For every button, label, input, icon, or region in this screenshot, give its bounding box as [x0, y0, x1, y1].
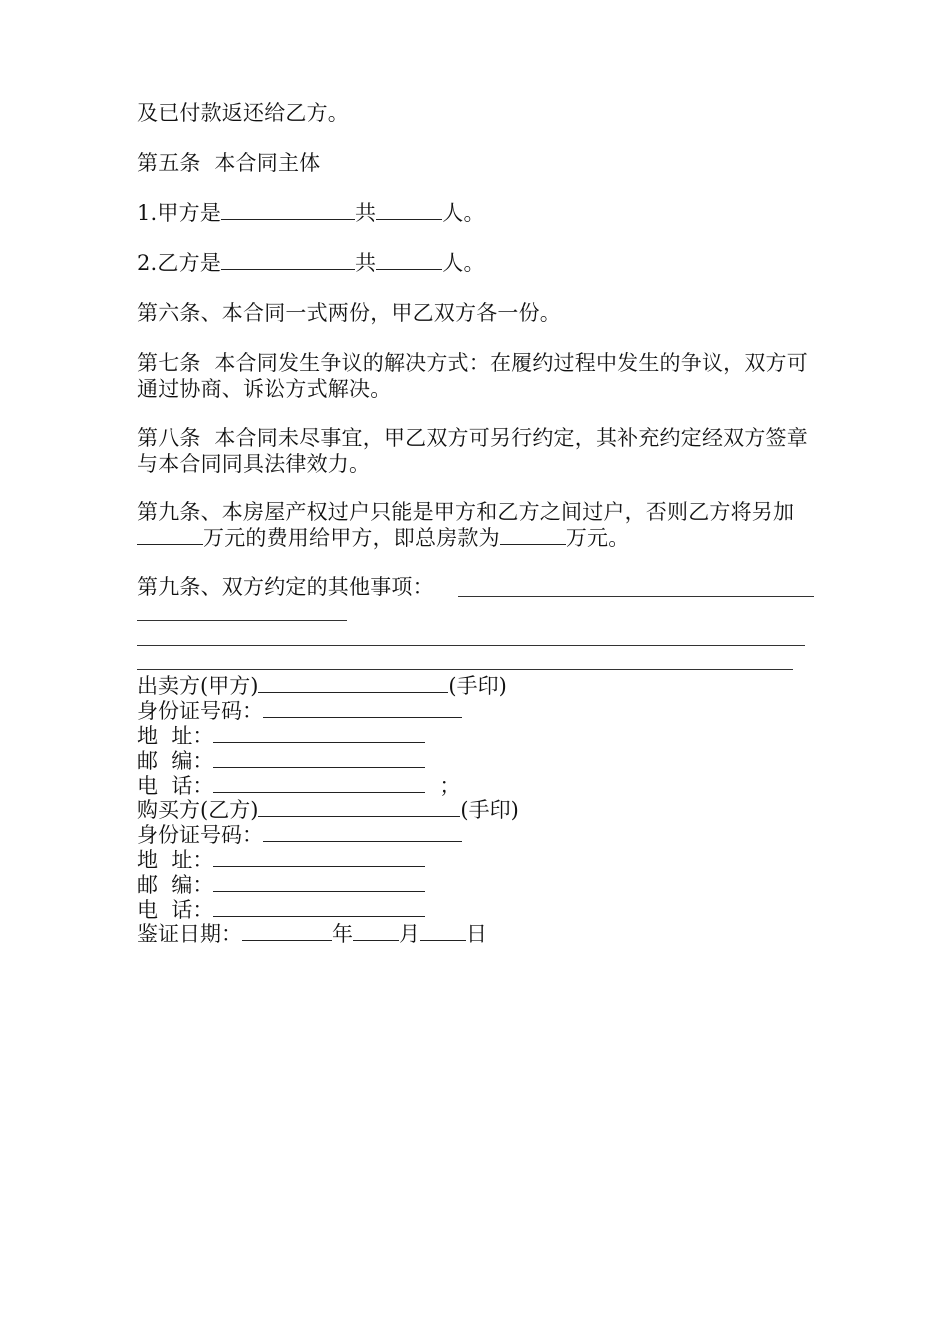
buyer-phone-label: 电 话：: [137, 898, 214, 922]
seller-phone-row: [137, 774, 460, 799]
month-label: 月: [399, 922, 420, 946]
article-9-text-a: 第九条、本房屋产权过户只能是甲方和乙方之间过户，否则乙方将另加: [137, 500, 795, 524]
party-b-unit: 人。: [442, 251, 485, 275]
buyer-stamp: (手印): [460, 798, 519, 822]
buyer-id-blank: [263, 824, 462, 842]
seller-id-row: [137, 699, 462, 724]
party-b-line: [137, 250, 817, 276]
party-b-count-blank: [376, 251, 442, 270]
buyer-id-label: 身份证号码：: [137, 823, 263, 847]
seller-address-row: [137, 724, 425, 749]
seller-phone-label: 电 话：: [137, 774, 214, 798]
article-8: 第八条 本合同未尽事宜，甲乙双方可另行约定，其补充约定经双方签章与本合同同具法律效力。: [137, 426, 808, 476]
day-blank: [420, 923, 466, 941]
seller-row: [137, 674, 507, 699]
other-matters-label: 第九条、双方约定的其他事项：: [137, 575, 434, 599]
buyer-row: [137, 798, 519, 823]
buyer-address-blank: [213, 849, 425, 867]
party-b-name-blank: [221, 251, 355, 270]
paragraph-refund: 及已付款返还给乙方。: [137, 101, 349, 125]
buyer-zip-row: [137, 873, 425, 898]
buyer-name-blank: [258, 799, 460, 817]
article-9-transfer: [137, 499, 817, 551]
day-label: 日: [466, 922, 487, 946]
party-a-line: [137, 200, 817, 226]
year-blank: [242, 923, 332, 941]
seller-id-blank: [263, 700, 462, 718]
article-6: 第六条、本合同一式两份，甲乙双方各一份。: [137, 301, 561, 325]
buyer-id-row: [137, 823, 462, 848]
seller-label: 出卖方(甲方): [137, 674, 259, 698]
seller-zip-row: [137, 749, 425, 774]
party-b-count-label: 共: [355, 251, 377, 275]
year-label: 年: [332, 922, 353, 946]
party-b-label: 2.乙方是: [137, 251, 222, 275]
party-a-name-blank: [221, 201, 355, 220]
party-a-unit: 人。: [442, 201, 485, 225]
party-a-label: 1.甲方是: [137, 201, 222, 225]
party-a-count-label: 共: [355, 201, 377, 225]
seller-address-blank: [213, 725, 425, 743]
buyer-label: 购买方(乙方): [137, 798, 259, 822]
seller-zip-label: 邮 编：: [137, 749, 214, 773]
buyer-phone-row: [137, 898, 425, 923]
buyer-address-label: 地 址：: [137, 848, 214, 872]
buyer-zip-label: 邮 编：: [137, 873, 214, 897]
article-9-text-b: 万元的费用给甲方，即总房款为: [203, 526, 500, 550]
seller-zip-blank: [213, 750, 425, 768]
seller-phone-suffix: ；: [439, 774, 461, 798]
article-5-heading: 第五条 本合同主体: [137, 151, 321, 175]
seller-phone-blank: [213, 775, 425, 793]
buyer-zip-blank: [213, 874, 425, 892]
other-matters-line-2: [137, 620, 347, 621]
article-9-text-c: 万元。: [565, 526, 630, 550]
other-matters-line-1: [458, 596, 814, 597]
other-matters-line-4: [137, 669, 793, 670]
party-a-count-blank: [376, 201, 442, 220]
certification-date-row: [137, 922, 487, 947]
buyer-phone-blank: [213, 899, 425, 917]
extra-amount-blank: [137, 526, 203, 545]
buyer-address-row: [137, 848, 425, 873]
seller-id-label: 身份证号码：: [137, 699, 263, 723]
other-matters-line-3: [137, 645, 805, 646]
article-7: 第七条 本合同发生争议的解决方式：在履约过程中发生的争议，双方可通过协商、诉讼方式解决。: [137, 351, 808, 401]
seller-name-blank: [258, 675, 448, 693]
month-blank: [353, 923, 399, 941]
total-amount-blank: [500, 526, 566, 545]
date-label: 鉴证日期：: [137, 922, 242, 946]
seller-address-label: 地 址：: [137, 724, 214, 748]
seller-stamp: (手印): [448, 674, 507, 698]
